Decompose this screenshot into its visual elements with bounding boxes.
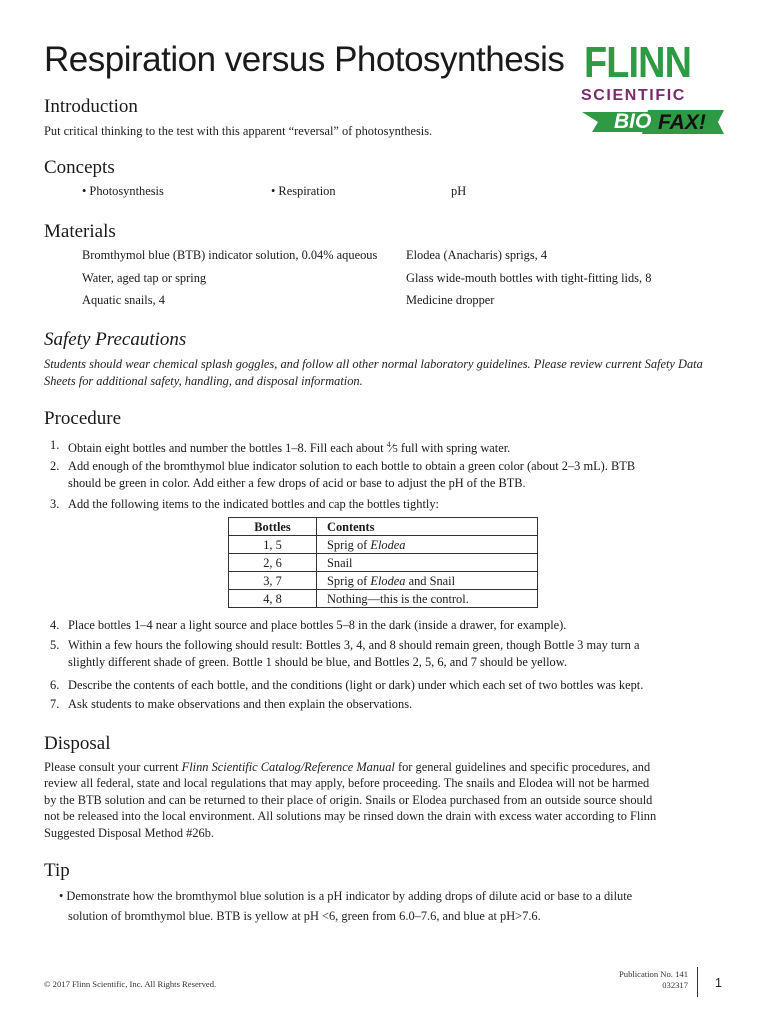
concept-item: • Photosynthesis [82, 184, 164, 198]
material-item: Medicine dropper [406, 293, 495, 307]
step-number: 4. [50, 618, 60, 632]
procedure-step [44, 458, 744, 496]
publication-code: 032317 [662, 980, 688, 990]
table-header-bottles: Bottles [229, 518, 317, 536]
safety-line: Students should wear chemical splash goggles, and follow all other normal laboratory guidelines. Please review current Safety Data [44, 357, 703, 371]
table-cell-bottles: 3, 7 [229, 572, 317, 590]
material-item: Aquatic snails, 4 [82, 293, 165, 307]
fraction-four-fifths: $^4$⁄5 [386, 440, 398, 456]
step-text: Place bottles 1–4 near a light source and place bottles 5–8 in the dark (inside a drawer, for example). [68, 618, 567, 632]
publication-number: Publication No. 141 [619, 969, 688, 979]
table-cell-bottles: 4, 8 [229, 590, 317, 608]
step-text: full with spring water. [397, 441, 511, 456]
step-text: Add the following items to the indicated bottles and cap the bottles tightly: [68, 497, 439, 511]
material-item: Glass wide-mouth bottles with tight-fitting lids, 8 [406, 271, 652, 285]
procedure-step [44, 637, 744, 677]
procedure-step [44, 696, 744, 713]
step-text: should be green in color. Add either a few drops of acid or base to adjust the pH of the BTB. [68, 475, 526, 490]
publication-info [619, 969, 688, 991]
logo-fax-text: FAX! [658, 111, 706, 134]
logo-scientific-text: SCIENTIFIC [581, 87, 686, 104]
table-cell-contents: Sprig of Elodea and Snail [317, 572, 538, 590]
copyright-text: © 2017 Flinn Scientific, Inc. All Rights Reserved. [44, 979, 217, 989]
step-number: 6. [50, 678, 60, 692]
step-text: Ask students to make observations and then explain the observations. [68, 697, 413, 711]
procedure-step [44, 496, 744, 513]
table-row [229, 554, 538, 572]
bottles-table [228, 517, 538, 608]
table-cell-contents: Nothing—this is the control. [317, 590, 538, 608]
table-row [229, 590, 538, 608]
step-number: 5. [50, 638, 60, 652]
table-header-row [229, 518, 538, 536]
introduction-text: Put critical thinking to the test with this apparent “reversal” of photosynthesis. [44, 124, 433, 138]
page-title: Respiration versus Photosynthesis [44, 40, 565, 79]
procedure-step [44, 437, 744, 458]
tip-line: • Demonstrate how the bromthymol blue solution is a pH indicator by adding drops of dilute acid or base to a dilute [59, 889, 633, 903]
tip-heading: Tip [44, 860, 70, 881]
footer-divider [697, 967, 698, 997]
table-cell-contents: Sprig of Elodea [317, 536, 538, 554]
disposal-text [44, 759, 744, 841]
concepts-heading: Concepts [44, 157, 115, 178]
materials-heading: Materials [44, 221, 116, 242]
concept-item: pH [451, 184, 467, 198]
material-item: Water, aged tap or spring [82, 271, 207, 285]
procedure-steps-1-3 [44, 437, 744, 513]
concept-item: • Respiration [271, 184, 336, 198]
step-number: 2. [50, 459, 60, 473]
flinn-scientific-logo [578, 38, 728, 140]
step-number: 7. [50, 697, 60, 711]
logo-bio-text: BIO [614, 110, 652, 133]
disposal-line: Suggested Disposal Method #26b. [44, 825, 215, 840]
tip-text [59, 886, 749, 926]
introduction-heading: Introduction [44, 96, 138, 117]
step-text: Obtain eight bottles and number the bottles 1–8. Fill each about [68, 441, 387, 456]
logo-flinn-text: FLINN [584, 38, 692, 87]
disposal-heading: Disposal [44, 733, 111, 754]
safety-heading: Safety Precautions [44, 329, 187, 350]
table-header-contents: Contents [317, 518, 538, 536]
table-cell-bottles: 1, 5 [229, 536, 317, 554]
page-number: 1 [715, 976, 722, 990]
step-number: 1. [50, 438, 60, 452]
table-cell-contents: Snail [317, 554, 538, 572]
disposal-line: Please consult your current Flinn Scientific Catalog/Reference Manual for general guidelines and specific procedures, and [44, 760, 651, 774]
table-row [229, 572, 538, 590]
procedure-step [44, 677, 744, 696]
material-item: Elodea (Anacharis) sprigs, 4 [406, 248, 548, 262]
material-item: Bromthymol blue (BTB) indicator solution, 0.04% aqueous [82, 248, 378, 262]
disposal-line: review all federal, state and local regulations that may apply, before proceeding. The snails and Elodea will not be harmed [44, 776, 650, 791]
table-cell-bottles: 2, 6 [229, 554, 317, 572]
step-number: 3. [50, 497, 60, 511]
procedure-step [44, 617, 744, 637]
safety-line: Sheets for additional safety, handling, and disposal information. [44, 374, 363, 388]
disposal-line: not be released into the local environment. All solutions may be rinsed down the drain with excess water according to Flinn [44, 809, 657, 824]
procedure-heading: Procedure [44, 408, 122, 429]
step-text: slightly different shade of green. Bottle 1 should be blue, and Bottles 2, 5, 6, and 7 should be yellow. [68, 654, 567, 669]
step-text: Add enough of the bromthymol blue indicator solution to each bottle to obtain a green color (about 2–3 mL). BTB [68, 459, 636, 473]
tip-line: solution of bromthymol blue. BTB is yellow at pH <6, green from 6.0–7.6, and blue at pH>7.6. [68, 909, 541, 923]
step-text: Within a few hours the following should result: Bottles 3, 4, and 8 should remain green, though Bottle 3 may turn a [68, 638, 640, 652]
table-row [229, 536, 538, 554]
procedure-steps-4-7 [44, 617, 744, 713]
safety-text [44, 356, 744, 390]
disposal-line: by the BTB solution and can be returned to their place of origin. Snails or Elodea purchased from an outside source should [44, 792, 653, 807]
step-text: Describe the contents of each bottle, and the conditions (light or dark) under which each set of two bottles was kept. [68, 678, 644, 692]
